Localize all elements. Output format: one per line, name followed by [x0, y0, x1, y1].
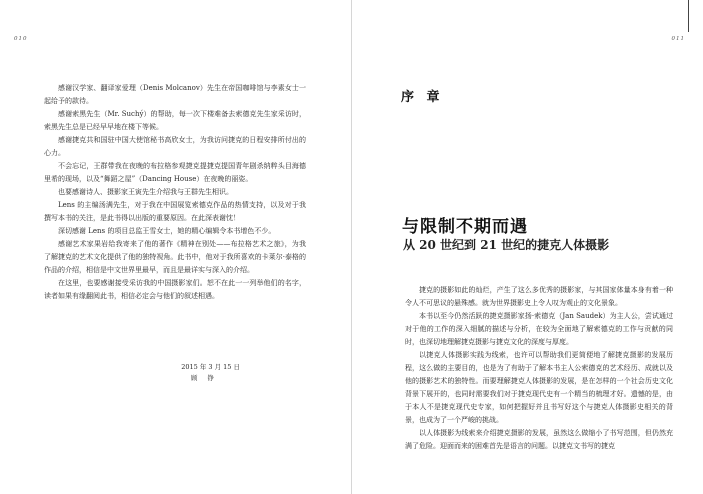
paragraph: 感谢索黑先生（Mr. Suchý）的帮助，每一次下楼难备去索德克先生家采访时，索黑先生总是已经早早地在楼下等候。 — [44, 110, 306, 131]
paragraph: 以捷克人体摄影实践为线索，也许可以帮助我们更简便地了解捷克摄影的发展历程，这么做的主要目的，也是为了有助于了解本书主人公索德克的艺术经历、成就以及他的摄影艺术的独特性。而要理解捷克人体摄影的发展，是在怎样的一个社会历史文化背景下展开的，也同时需要我们对于捷克现代史有一个精当的梳理才好。遗憾的是，由于本人不是捷克现代史专家，如何把握好并且书写好这个与捷克人体摄影史相关的背景，也成为了一个严峻的挑战。 — [405, 351, 673, 424]
corner-rule — [688, 0, 689, 32]
paragraph: Lens 的主编汤满先生，对于我在中国展览索德克作品的热情支持，以及对于我撰写本书的关注，是此书得以出版的重要原因。在此深表谢忱！ — [44, 201, 306, 222]
signature-author: 顾 铮 — [190, 374, 218, 382]
chapter-subtitle: 从 20 世纪到 21 世纪的捷克人体摄影 — [403, 238, 610, 252]
acknowledgements-body — [44, 82, 306, 303]
page-number-right: 011 — [671, 36, 685, 42]
paragraph: 在这里，也要感谢接受采访我的中国摄影家们。恕不在此一一列举他们的名字，读者如果有缘翻阅此书，相信必定会与他们的叙述相遇。 — [44, 279, 306, 300]
left-page — [0, 0, 351, 494]
paragraph: 感谢艺术家果岩给我寄来了他的著作《精神在别处——布拉格艺术之旅》，为我了解捷克的艺术文化提供了他的独特视角。此书中，他对于我所喜欢的卡莱尔·泰格的作品的介绍，相信是中文世界里最早，而且是最详实与深入的介绍。 — [44, 240, 306, 274]
paragraph: 感谢汉学家、翻译家爱理（Denis Molcanov）先生在帝国咖啡馆与李素女士一起给予的款待。 — [44, 84, 306, 105]
chapter-heading: 序 章 — [401, 90, 444, 105]
paragraph: 也要感谢诗人、摄影家王寅先生介绍我与王群先生相识。 — [58, 188, 233, 196]
signature-date: 2015 年 3 月 15 日 — [181, 363, 240, 371]
paragraph: 本书以至今仍然活跃的捷克摄影家扬·索德克（Jan Saudek）为主人公，尝试通过对于他的工作的深入细腻的描述与分析，在较为全面地了解索德克的工作与贡献的同时，也深切地理解捷克摄影与捷克文化的深度与厚度。 — [405, 312, 673, 346]
paragraph: 捷克的摄影如此的灿烂，产生了这么多优秀的摄影家，与其国家体量本身有着一种令人不可思议的悬殊感。就为世界摄影史上令人叹为观止的文化景象。 — [405, 286, 673, 307]
page-number-left: 010 — [14, 36, 28, 42]
paragraph: 不会忘记，王群带我在夜晚的布拉格参观捷克提捷克提国青年剧杀纳粹头目海德里希的现场，以及“舞蹈之屋”（Dancing House）在夜晚的丽姿。 — [44, 162, 306, 183]
right-page — [352, 0, 703, 494]
paragraph: 以人体摄影为线索来介绍捷克摄影的发展，虽然这么做缩小了书写范围，但仍然充满了危险。迎面而来的困难首先是语言的问题。以捷克文书写的捷克 — [405, 429, 673, 450]
chapter-title: 与限制不期而遇 — [402, 217, 528, 237]
chapter-body — [405, 284, 673, 453]
paragraph: 深切感谢 Lens 的项目总监王雪女士，她的精心编辑令本书增色不少。 — [58, 227, 276, 235]
paragraph: 感谢捷克共和国驻中国大使馆秘书高欣女士，为我访问捷克的日程安排所付出的心力。 — [44, 136, 306, 157]
